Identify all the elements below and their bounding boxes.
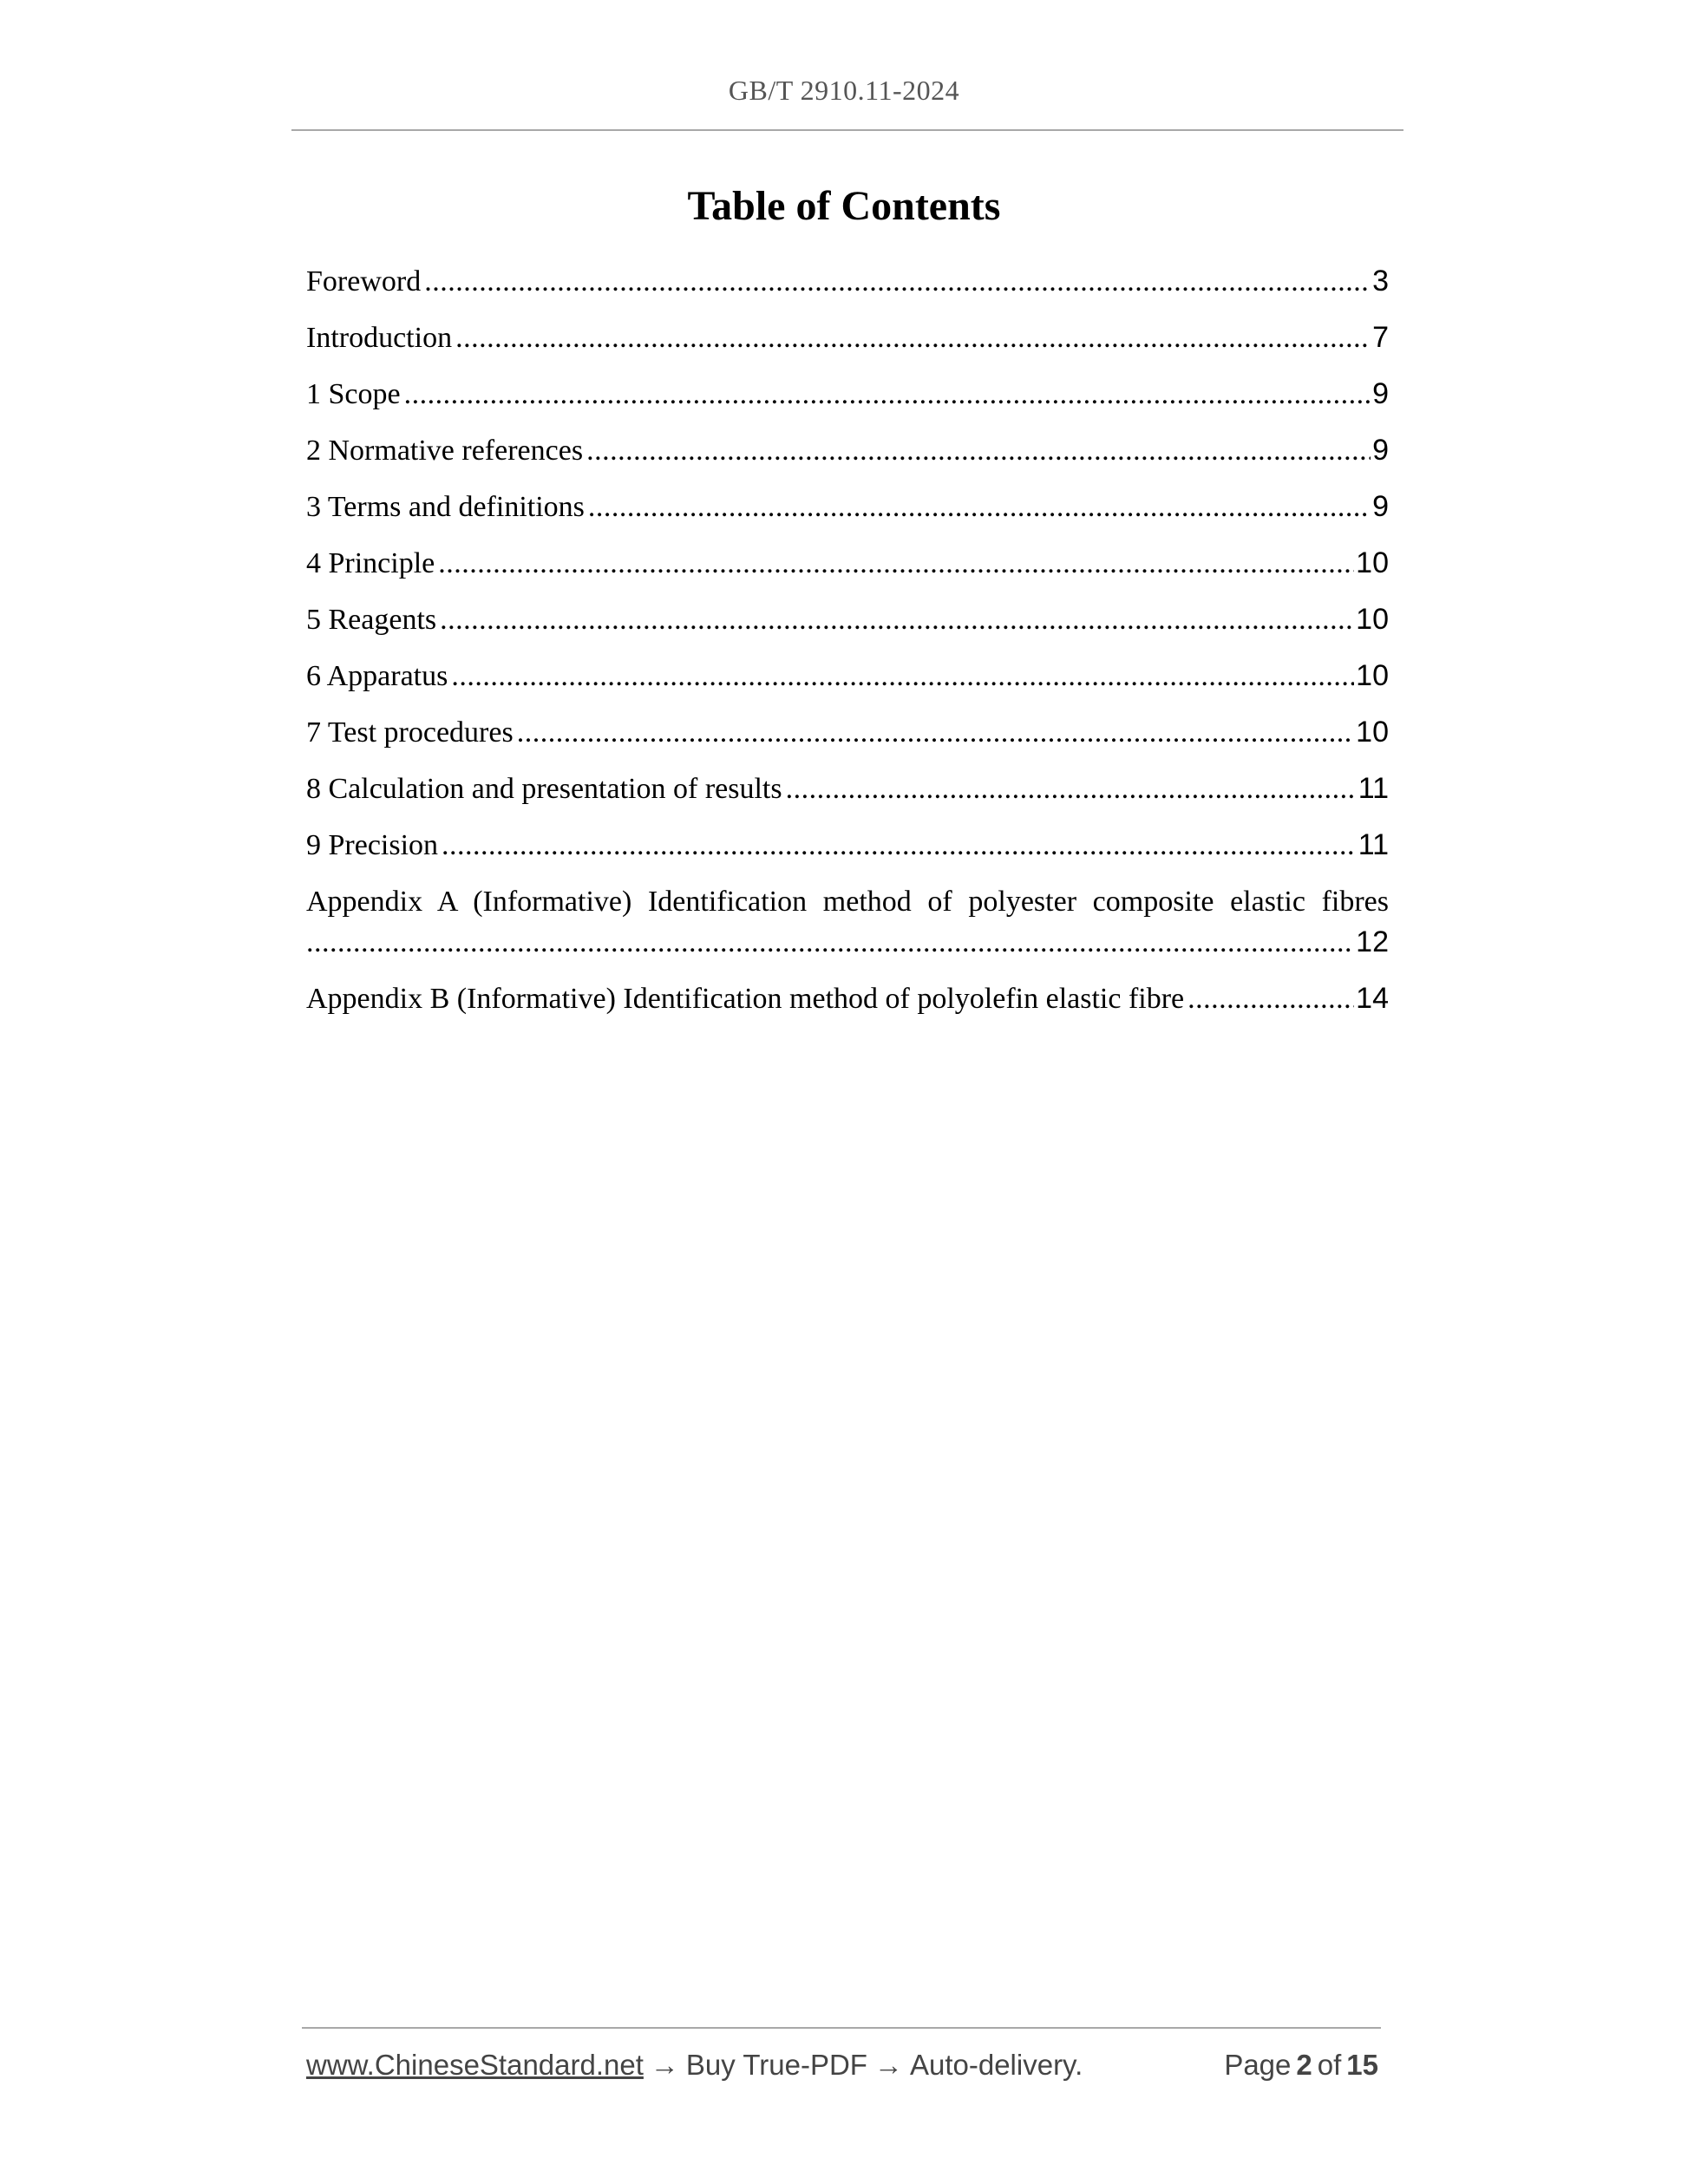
toc-entry-page: 11 xyxy=(1358,828,1389,861)
total-pages-number: 15 xyxy=(1346,2049,1378,2081)
toc-leader-dots xyxy=(588,488,1371,526)
toc-entry-label: 6 Apparatus xyxy=(306,660,448,692)
chinesestandard-link[interactable]: www.ChineseStandard.net xyxy=(306,2049,644,2081)
toc-leader-dots xyxy=(440,601,1354,639)
toc-entry-second-line xyxy=(306,922,1389,962)
toc-leader-dots xyxy=(442,827,1357,865)
page-number-indicator xyxy=(1219,2049,1378,2082)
toc-entry-label: Appendix B (Informative) Identification method of polyolefin elastic fibre xyxy=(306,983,1185,1015)
toc-entry-label: 9 Precision xyxy=(306,829,439,861)
toc-entry-label: Introduction xyxy=(306,322,453,354)
toc-entry-label: 7 Test procedures xyxy=(306,716,514,749)
toc-entry-label: 2 Normative references xyxy=(306,435,584,467)
toc-leader-dots xyxy=(786,770,1357,808)
footer-promo xyxy=(306,2049,1083,2082)
toc-leader-dots xyxy=(404,376,1371,414)
toc-entry-page: 9 xyxy=(1372,377,1389,410)
toc-title: Table of Contents xyxy=(687,183,1001,229)
toc-entry-label: 5 Reagents xyxy=(306,604,437,636)
page-label: Page xyxy=(1224,2049,1292,2081)
toc-entry-appendix-b[interactable] xyxy=(306,979,1389,1036)
toc-entry-page: 10 xyxy=(1356,659,1389,692)
toc-entry-apparatus[interactable] xyxy=(306,657,1389,713)
footer-divider xyxy=(302,2027,1381,2029)
toc-entry-label: 8 Calculation and presentation of results xyxy=(306,773,782,805)
toc-entry-label: 1 Scope xyxy=(306,378,401,410)
page-footer xyxy=(306,2049,1378,2082)
toc-entry-page: 12 xyxy=(1356,925,1389,958)
toc-entry-page: 11 xyxy=(1358,772,1389,805)
toc-leader-dots xyxy=(517,714,1354,752)
toc-entry-calculation-and-presentation[interactable] xyxy=(306,769,1389,826)
toc-entry-scope[interactable] xyxy=(306,375,1389,431)
toc-list xyxy=(306,262,1389,1036)
toc-entry-precision[interactable] xyxy=(306,826,1389,882)
toc-entry-appendix-a[interactable] xyxy=(306,882,1389,979)
toc-entry-label: 3 Terms and definitions xyxy=(306,491,585,523)
toc-entry-page: 7 xyxy=(1372,321,1389,354)
toc-entry-test-procedures[interactable] xyxy=(306,713,1389,769)
toc-entry-page: 10 xyxy=(1356,603,1389,636)
document-id-header: GB/T 2910.11-2024 xyxy=(728,75,960,106)
toc-leader-dots xyxy=(455,319,1371,357)
toc-leader-dots xyxy=(1187,980,1354,1018)
toc-entry-label: 4 Principle xyxy=(306,547,435,579)
toc-entry-page: 10 xyxy=(1356,716,1389,749)
toc-entry-label: Foreword xyxy=(306,265,422,298)
toc-entry-page: 14 xyxy=(1356,982,1389,1015)
buy-true-pdf-text: Buy True-PDF xyxy=(685,2049,867,2081)
auto-delivery-text: Auto-delivery. xyxy=(909,2049,1083,2081)
toc-entry-normative-references[interactable] xyxy=(306,431,1389,487)
toc-leader-dots xyxy=(424,263,1371,301)
toc-entry-terms-and-definitions[interactable] xyxy=(306,487,1389,544)
toc-entry-principle[interactable] xyxy=(306,544,1389,600)
header-divider xyxy=(291,129,1403,131)
arrow-right-icon: → xyxy=(873,2049,903,2081)
toc-leader-dots xyxy=(438,545,1354,583)
toc-entry-foreword[interactable] xyxy=(306,262,1389,318)
toc-leader-dots xyxy=(586,432,1371,470)
toc-leader-dots xyxy=(306,923,1354,963)
toc-entry-reagents[interactable] xyxy=(306,600,1389,657)
toc-entry-label: Appendix A (Informative) Identification method of polyester composite elastic fibres xyxy=(306,886,1389,918)
toc-entry-page: 9 xyxy=(1372,490,1389,523)
arrow-right-icon: → xyxy=(650,2049,679,2081)
of-label: of xyxy=(1317,2049,1342,2081)
toc-leader-dots xyxy=(451,657,1354,696)
toc-entry-page: 3 xyxy=(1372,265,1389,298)
toc-entry-introduction[interactable] xyxy=(306,318,1389,375)
toc-entry-page: 9 xyxy=(1372,434,1389,467)
current-page-number: 2 xyxy=(1296,2049,1312,2081)
toc-entry-page: 10 xyxy=(1356,546,1389,579)
